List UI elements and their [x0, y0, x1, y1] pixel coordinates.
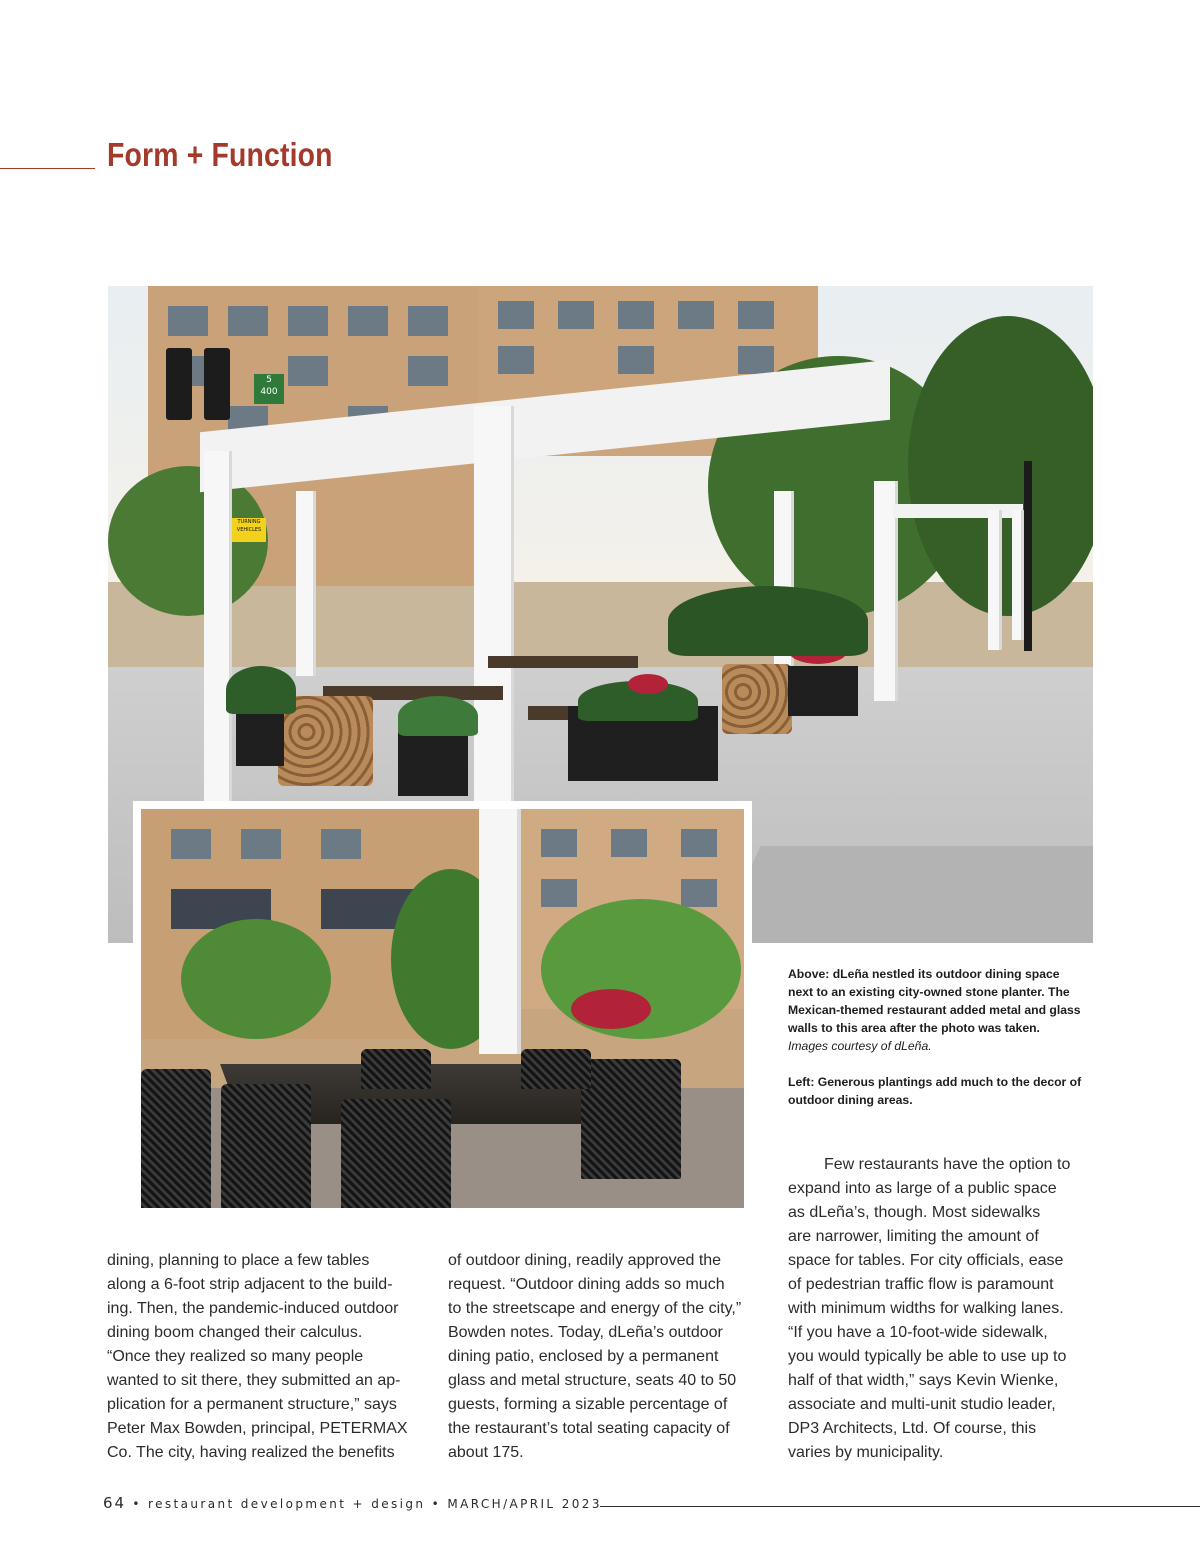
body-line: along a 6-foot strip adjacent to the build- [107, 1276, 393, 1293]
patio-table [488, 656, 638, 668]
body-line: about 175. [448, 1444, 524, 1461]
planter-greenery [226, 666, 296, 714]
page-footer [103, 1494, 602, 1512]
body-line: the restaurant’s total seating capacity of [448, 1420, 730, 1437]
caption-line: Above: dLeña nestled its outdoor dining space [788, 967, 1060, 981]
second-pergola-roof [893, 504, 1023, 518]
body-line: expand into as large of a public space [788, 1180, 1057, 1197]
wicker-chair [341, 1099, 451, 1208]
body-line: “Once they realized so many people [107, 1348, 364, 1365]
body-line: Peter Max Bowden, principal, PETERMAX [107, 1420, 408, 1437]
pergola-post [296, 491, 316, 676]
section-title: Form + Function [107, 136, 333, 173]
body-line: varies by municipality. [788, 1444, 944, 1461]
street-sign: 5 400 [254, 374, 284, 404]
inset-tree [181, 919, 331, 1039]
body-line: dining boom changed their calculus. [107, 1324, 363, 1341]
body-line: to the streetscape and energy of the city,” [448, 1300, 742, 1317]
body-line: as dLeña’s, though. Most sidewalks [788, 1204, 1041, 1221]
section-rule [0, 168, 95, 169]
caption-line: Mexican-themed restaurant added metal and glass [788, 1003, 1081, 1017]
red-flowers [628, 674, 668, 694]
wicker-chair [521, 1049, 591, 1089]
body-line: request. “Outdoor dining adds so much [448, 1276, 725, 1293]
planter-box [788, 666, 858, 716]
caption-line: next to an existing city-owned stone planter. The [788, 985, 1070, 999]
body-line: with minimum widths for walking lanes. [788, 1300, 1064, 1317]
body-line: “If you have a 10-foot-wide sidewalk, [788, 1324, 1048, 1341]
inset-photo-image [141, 809, 744, 1208]
issue-date: MARCH/APRIL 2023 [447, 1497, 602, 1511]
page-number: 64 [103, 1494, 127, 1512]
wicker-chair [581, 1059, 681, 1179]
body-column-2 [448, 1249, 760, 1465]
body-line: DP3 Architects, Ltd. Of course, this [788, 1420, 1037, 1437]
body-line: associate and multi-unit studio leader, [788, 1396, 1056, 1413]
body-line: glass and metal structure, seats 40 to 50 [448, 1372, 737, 1389]
body-line: half of that width,” says Kevin Wienke, [788, 1372, 1059, 1389]
footer-rule [600, 1506, 1200, 1507]
body-line: dining, planning to place a few tables [107, 1252, 370, 1269]
body-column-3 [788, 1153, 1100, 1465]
planter-box [236, 706, 284, 766]
stone-planter-greenery [668, 586, 868, 656]
body-line: space for tables. For city officials, ease [788, 1252, 1064, 1269]
body-line: Few restaurants have the option to [824, 1156, 1071, 1173]
caption-line: outdoor dining areas. [788, 1093, 913, 1107]
turning-vehicles-sign: TURNING VEHICLES [232, 518, 266, 542]
body-line: are narrower, limiting the amount of [788, 1228, 1039, 1245]
caption-left [788, 1073, 1093, 1109]
body-line: dining patio, enclosed by a permanent [448, 1348, 719, 1365]
firewood-stack [722, 664, 792, 734]
planter-greenery [398, 696, 478, 736]
body-line: of outdoor dining, readily approved the [448, 1252, 722, 1269]
body-line: you would typically be able to use up to [788, 1348, 1067, 1365]
pergola-column [479, 809, 521, 1054]
wicker-chair [361, 1049, 431, 1089]
wicker-chair [141, 1069, 211, 1208]
body-line: ing. Then, the pandemic-induced outdoor [107, 1300, 399, 1317]
second-pergola-post [1012, 510, 1024, 640]
body-line: plication for a permanent structure,” says [107, 1396, 397, 1413]
body-line: of pedestrian traffic flow is paramount [788, 1276, 1054, 1293]
caption-line: Left: Generous plantings add much to the decor of [788, 1075, 1082, 1089]
traffic-light [204, 348, 230, 420]
red-foliage [571, 989, 651, 1029]
traffic-light [166, 348, 192, 420]
body-column-1 [107, 1249, 419, 1465]
body-line: guests, forming a sizable percentage of [448, 1396, 728, 1413]
inset-photo [133, 801, 752, 1216]
body-line: Bowden notes. Today, dLeña’s outdoor [448, 1324, 723, 1341]
second-pergola-post [988, 510, 1002, 650]
pergola-post [204, 451, 232, 806]
pergola-post [474, 406, 514, 826]
sidewalk-curb [695, 846, 1093, 943]
wicker-chair [221, 1084, 311, 1208]
publication-name: • restaurant development + design • [132, 1497, 442, 1511]
caption-line: walls to this area after the photo was taken. [788, 1021, 1040, 1035]
body-line: wanted to sit there, they submitted an ap- [107, 1372, 401, 1389]
body-line: Co. The city, having realized the benefits [107, 1444, 395, 1461]
photo-credit: Images courtesy of dLeña. [788, 1039, 932, 1053]
street-lamp [1024, 461, 1032, 651]
caption-above [788, 965, 1093, 1055]
